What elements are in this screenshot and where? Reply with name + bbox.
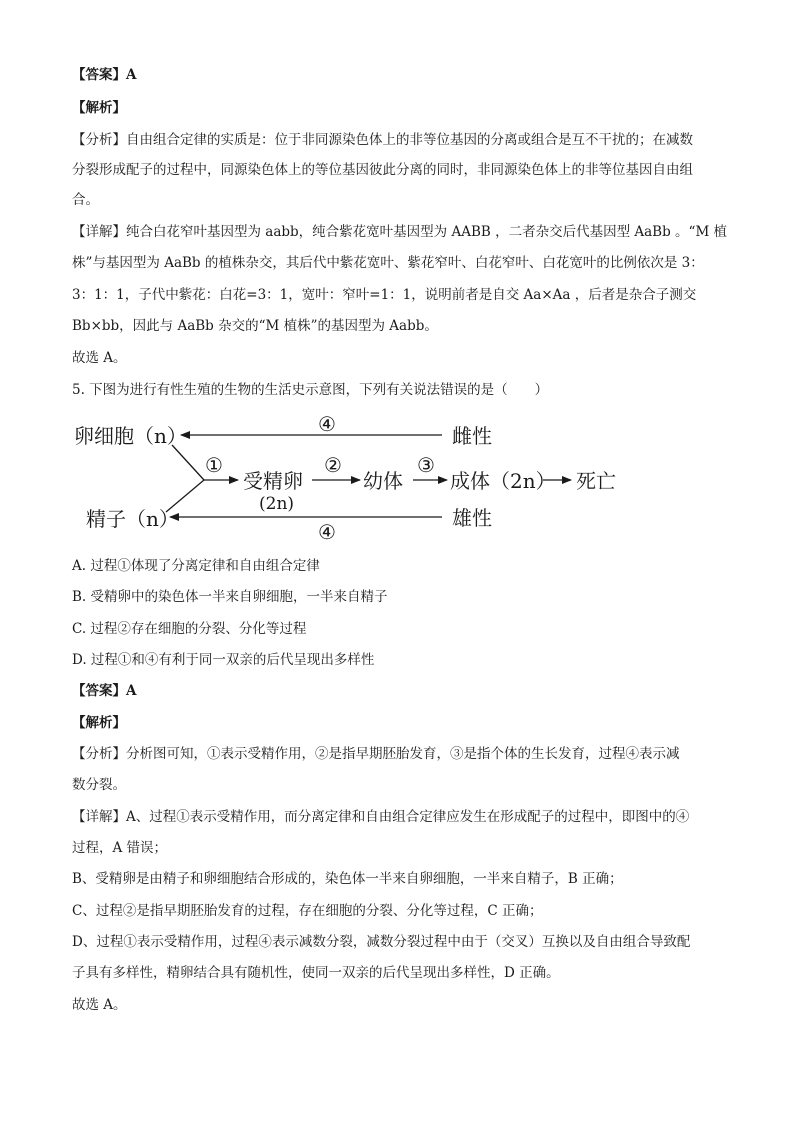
female-label: 雌性 — [452, 424, 492, 448]
q5-analysis-heading: 【解析】 — [72, 715, 126, 731]
q5-conclusion: 故选 A。 — [72, 997, 127, 1013]
q4-xiangjie-line-4: Bb×bb，因此与 AaBb 杂交的“M 植株”的基因型为 Aabb。 — [72, 318, 438, 334]
q5-xiangjie-line-6: 子具有多样性，精卵结合具有随机性，使同一双亲的后代呈现出多样性，D 正确。 — [72, 965, 560, 981]
q5-option-d: D. 过程①和④有利于同一双亲的后代呈现出多样性 — [72, 652, 375, 668]
q5-xiangjie-line-3: B、受精卵是由精子和卵细胞结合形成的，染色体一半来自卵细胞，一半来自精子，B 正确； — [72, 871, 623, 887]
step-1-label: ① — [205, 453, 223, 477]
zygote-ploidy-label: (2n) — [259, 494, 295, 514]
step-2-label: ② — [324, 453, 342, 477]
male-label: 雄性 — [452, 506, 492, 530]
q5-option-c: C. 过程②存在细胞的分裂、分化等过程 — [72, 621, 307, 637]
q5-xiangjie-line-1: 【详解】A、过程①表示受精作用，而分离定律和自由组合定律应发生在形成配子的过程中，即图中的④ — [72, 809, 690, 825]
q4-xiangjie-line-3: 3：1：1，子代中紫花：白花=3：1，宽叶：窄叶=1：1，说明前者是自交 Aa×Aa ，后者是杂合子测交 — [72, 287, 697, 303]
adult-label: 成体（2n） — [450, 469, 556, 493]
zygote-label: 受精卵 — [243, 469, 303, 493]
q5-fenxi-line-1: 【分析】分析图可知，①表示受精作用，②是指早期胚胎发育，③是指个体的生长发育，过程④表示减 — [72, 746, 680, 762]
q4-fenxi-line-2: 分裂形成配子的过程中，同源染色体上的等位基因彼此分离的同时，非同源染色体上的非等位基因自由组 — [72, 162, 693, 178]
q4-xiangjie-line-2: 株”与基因型为 AaBb 的植株杂交，其后代中紫花宽叶、紫花窄叶、白花窄叶、白花宽叶的比例依次是 3： — [72, 255, 704, 271]
q5-xiangjie-line-4: C、过程②是指早期胚胎发育的过程，存在细胞的分裂、分化等过程，C 正确； — [72, 903, 543, 919]
step-4-bottom-label: ④ — [318, 520, 336, 544]
q4-fenxi-line-3: 合。 — [72, 192, 99, 208]
q4-fenxi-line-1: 【分析】自由组合定律的实质是：位于非同源染色体上的非等位基因的分离或组合是互不干扰的；在减数 — [72, 132, 693, 148]
line-egg-to-fertilization — [172, 445, 204, 480]
step-4-top-label: ④ — [318, 412, 336, 436]
q4-analysis-heading: 【解析】 — [72, 100, 126, 116]
q4-xiangjie-line-1: 【详解】纯合白花窄叶基因型为 aabb，纯合紫花宽叶基因型为 AABB ，二者杂交后代基因型 AaBb 。“M 植 — [72, 224, 728, 240]
larva-label: 幼体 — [363, 469, 403, 493]
q5-fenxi-line-2: 数分裂。 — [72, 777, 126, 793]
q5-stem: 5. 下图为进行有性生殖的生物的生活史示意图，下列有关说法错误的是（ ） — [72, 382, 549, 398]
q4-conclusion: 故选 A。 — [72, 350, 127, 366]
sperm-label: 精子（n） — [86, 507, 179, 531]
step-3-label: ③ — [417, 453, 435, 477]
egg-label: 卵细胞（n） — [74, 424, 187, 448]
q5-option-a: A. 过程①体现了分离定律和自由组合定律 — [72, 558, 320, 574]
q4-answer: 【答案】A — [72, 67, 137, 83]
q5-xiangjie-line-2: 过程，A 错误； — [72, 840, 168, 856]
q5-xiangjie-line-5: D、过程①表示受精作用，过程④表示减数分裂，减数分裂过程中由于（交叉）互换以及自由组合导致配 — [72, 934, 691, 950]
death-label: 死亡 — [576, 469, 616, 493]
q5-option-b: B. 受精卵中的染色体一半来自卵细胞，一半来自精子 — [72, 589, 388, 605]
q5-answer: 【答案】A — [72, 683, 137, 699]
life-cycle-diagram — [0, 400, 794, 545]
